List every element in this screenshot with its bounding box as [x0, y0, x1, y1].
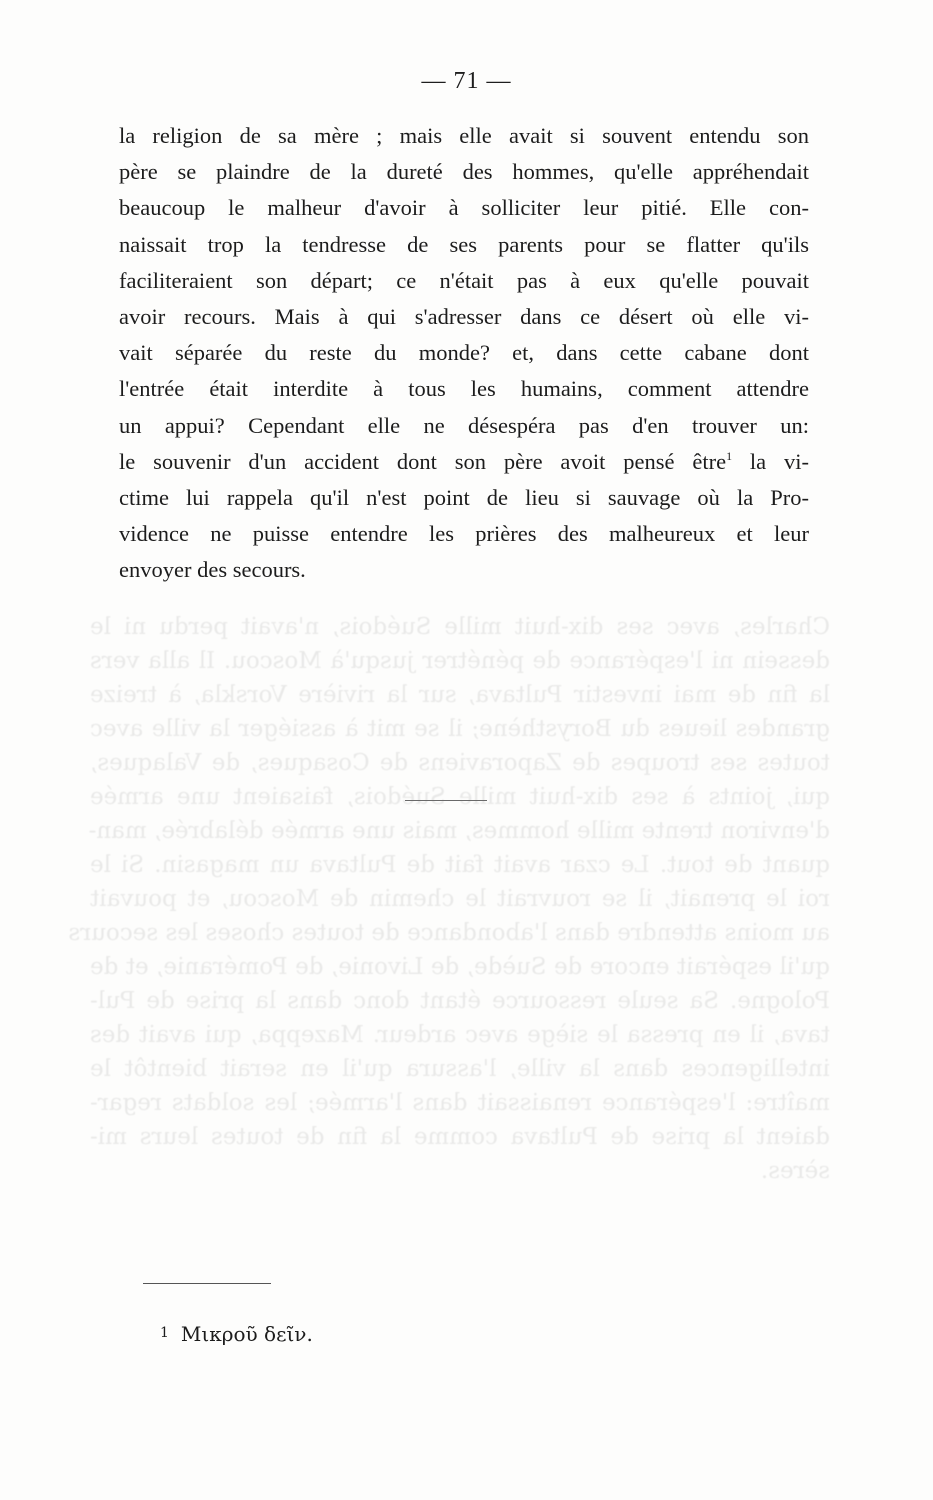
text-line: naissait trop la tendresse de ses parents pour se flatter qu'ils	[119, 231, 809, 257]
text-line	[119, 444, 809, 480]
text-line: ctime lui rappela qu'il n'est point de lieu si sauvage où la Pro-	[119, 484, 809, 510]
footnote-marker: 1	[160, 1325, 169, 1341]
section-divider	[405, 800, 487, 801]
body-paragraph	[119, 118, 809, 588]
text-line: beaucoup le malheur d'avoir à solliciter leur pitié. Elle con-	[119, 195, 809, 221]
text-line: faciliteraient son départ; ce n'était pas à eux qu'elle pouvait	[119, 267, 809, 293]
text-line: vait séparée du reste du monde? et, dans cette cabane dont	[119, 340, 809, 366]
text-line-part: le souvenir d'un accident dont son père avoit pensé être	[119, 448, 727, 474]
text-line: la religion de sa mère ; mais elle avait si souvent entendu son	[119, 123, 809, 148]
footnote-text: Μικροῦ δεῖν.	[180, 1322, 313, 1346]
footnote-reference: 1	[726, 448, 733, 463]
text-line: envoyer des secours.	[119, 557, 306, 583]
footnote	[160, 1322, 313, 1346]
text-line: l'entrée était interdite à tous les humains, comment attendre	[119, 376, 809, 402]
bleed-through-text: Charles, avec ses dix-huit mille Suédois, n'avait perdu ni le dessein ni l'espérance de pénétrer jusqu'à Moscou. Il alla vers la fin de mai investir Pultava, sur la rivière Vorskla, à treize grandes lieues du Borysthène; il se mit à assiéger la ville avec toutes ses troupes de Zaporaviens de Cosaques, de Valaques, qui, joints à ses dix-huit mille Suédois, faisaient une armée d'environ trente mille hommes, mais une armée délabrée, man- quant de tout. Le czar avait fait de Pultava un magasin. Si le roi le prenait, il se rouvrait le chemin de Moscou, et pouvait au moins attendre dans l'abondance de toutes choses les secours qu'il espérait encore de Suède, de Livonie, de Poméranie, et de Pologne. Sa seule ressource étant donc dans la prise de Pul- tava, il en pressa le siège avec ardeur. Mazeppa, qui avait des intelligences dans la ville, l'assura qu'il en serait bientôt le maître: l'espérance renaissait dans l'armée; les soldats regar- daient la prise de Pultava comme la fin de toutes leurs mi- sères.	[68, 614, 830, 1184]
text-line-part: la vi-	[749, 448, 810, 474]
text-line: père se plaindre de la dureté des hommes, qu'elle appréhendait	[119, 159, 809, 185]
text-line: vidence ne puisse entendre les prières des malheureux et leur	[119, 521, 809, 547]
text-line: un appui? Cependant elle ne désespéra pas d'en trouver un:	[119, 412, 809, 438]
text-line: avoir recours. Mais à qui s'adresser dans ce désert où elle vi-	[119, 303, 809, 329]
page-number: — 71 —	[421, 68, 512, 94]
footnote-rule	[143, 1283, 271, 1284]
